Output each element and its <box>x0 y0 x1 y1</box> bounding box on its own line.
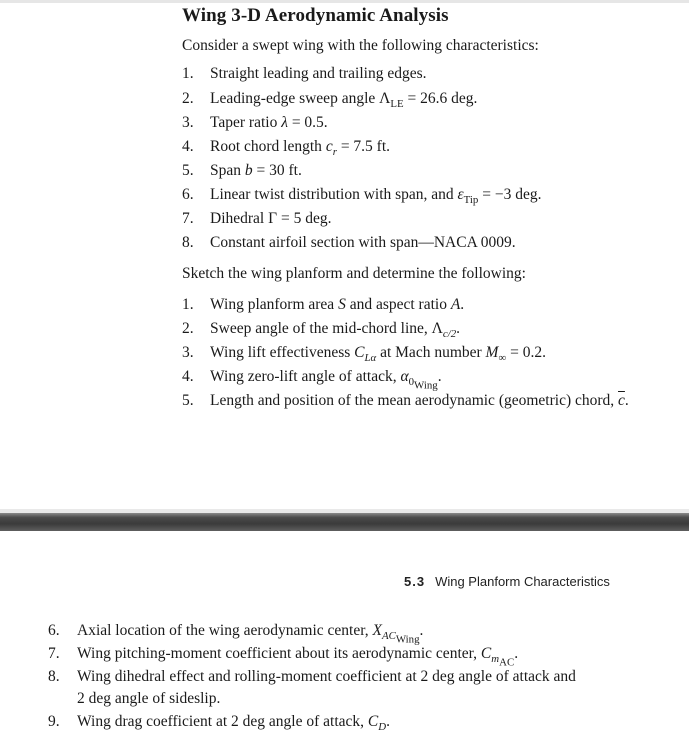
section-title: Wing Planform Characteristics <box>435 574 610 589</box>
page-title: Wing 3-D Aerodynamic Analysis <box>182 5 449 26</box>
top-divider <box>0 0 689 3</box>
section-number: 5.3 <box>404 574 426 589</box>
intro-text: Consider a swept wing with the following characteristics: <box>182 37 539 54</box>
section-header <box>404 574 610 589</box>
page-break-divider <box>0 513 689 531</box>
sketch-instruction: Sketch the wing planform and determine the following: <box>182 265 526 282</box>
